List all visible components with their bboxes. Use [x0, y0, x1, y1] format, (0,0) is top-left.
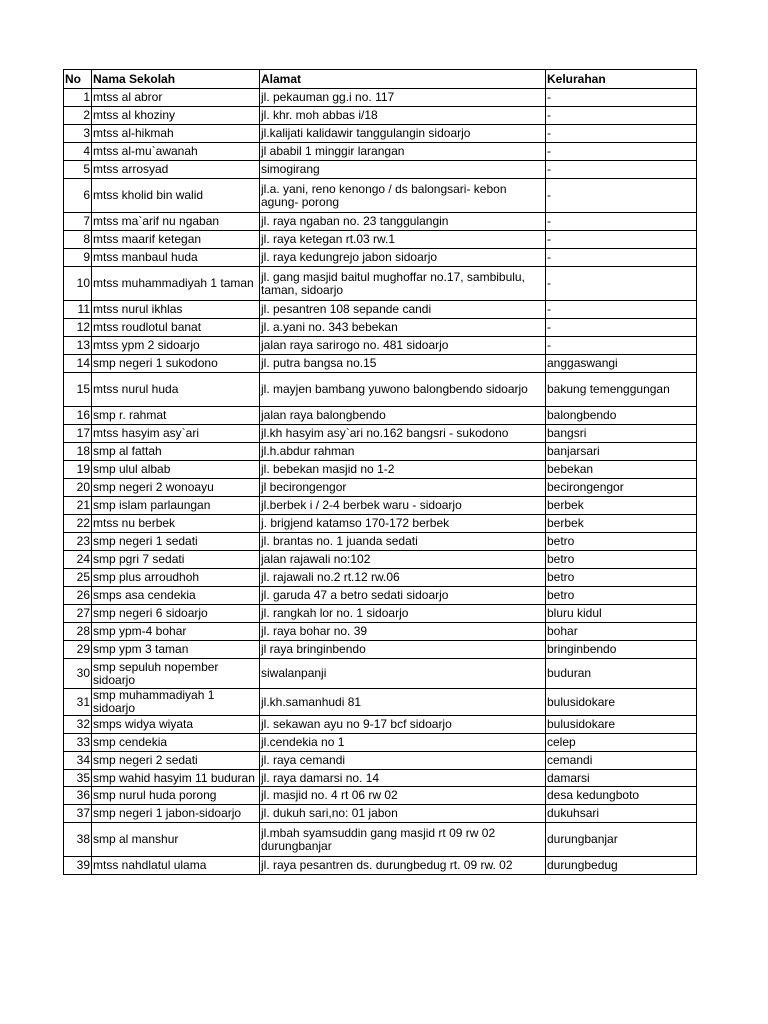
cell-nama-sekolah: smp nurul huda porong [92, 787, 260, 805]
cell-no: 20 [64, 479, 92, 497]
cell-kelurahan: betro [546, 533, 697, 551]
table-row [64, 125, 697, 143]
cell-kelurahan: - [546, 249, 697, 267]
table-row [64, 249, 697, 267]
cell-kelurahan: - [546, 301, 697, 319]
header-no: No [64, 70, 92, 89]
table-row [64, 689, 697, 716]
cell-alamat: jl. rajawali no.2 rt.12 rw.06 [260, 569, 546, 587]
table-row [64, 551, 697, 569]
cell-no: 8 [64, 231, 92, 249]
cell-nama-sekolah: smp ypm 3 taman [92, 641, 260, 659]
cell-nama-sekolah: mtss arrosyad [92, 161, 260, 179]
cell-no: 2 [64, 107, 92, 125]
cell-kelurahan: - [546, 125, 697, 143]
table-row [64, 515, 697, 533]
cell-alamat: jl becirongengor [260, 479, 546, 497]
cell-alamat: jl. garuda 47 a betro sedati sidoarjo [260, 587, 546, 605]
cell-alamat: jl. raya kedungrejo jabon sidoarjo [260, 249, 546, 267]
cell-nama-sekolah: mtss al abror [92, 89, 260, 107]
table-row [64, 355, 697, 373]
cell-nama-sekolah: mtss nurul huda [92, 373, 260, 407]
cell-alamat: jl. masjid no. 4 rt 06 rw 02 [260, 787, 546, 805]
cell-kelurahan: - [546, 337, 697, 355]
cell-alamat: jl. sekawan ayu no 9-17 bcf sidoarjo [260, 716, 546, 734]
cell-nama-sekolah: mtss muhammadiyah 1 taman [92, 267, 260, 301]
cell-no: 21 [64, 497, 92, 515]
cell-no: 30 [64, 659, 92, 689]
cell-kelurahan: anggaswangi [546, 355, 697, 373]
cell-kelurahan: berbek [546, 515, 697, 533]
header-nama-sekolah: Nama Sekolah [92, 70, 260, 89]
header-alamat: Alamat [260, 70, 546, 89]
cell-alamat: jl. raya ngaban no. 23 tanggulangin [260, 213, 546, 231]
cell-kelurahan: - [546, 89, 697, 107]
cell-nama-sekolah: smp negeri 2 sedati [92, 752, 260, 770]
cell-no: 32 [64, 716, 92, 734]
cell-nama-sekolah: mtss ma`arif nu ngaban [92, 213, 260, 231]
table-row [64, 605, 697, 623]
cell-kelurahan: durungbanjar [546, 823, 697, 857]
cell-alamat: jl.h.abdur rahman [260, 443, 546, 461]
table-row [64, 337, 697, 355]
cell-no: 24 [64, 551, 92, 569]
cell-nama-sekolah: mtss manbaul huda [92, 249, 260, 267]
cell-no: 10 [64, 267, 92, 301]
cell-no: 11 [64, 301, 92, 319]
cell-nama-sekolah: mtss hasyim asy`ari [92, 425, 260, 443]
cell-alamat: jl.kh.samanhudi 81 [260, 689, 546, 716]
cell-alamat: jl ababil 1 minggir larangan [260, 143, 546, 161]
table-row [64, 479, 697, 497]
table-row [64, 461, 697, 479]
table-row [64, 213, 697, 231]
cell-alamat: jl. raya damarsi no. 14 [260, 770, 546, 787]
cell-kelurahan: - [546, 213, 697, 231]
cell-no: 16 [64, 407, 92, 425]
cell-no: 33 [64, 734, 92, 752]
table-row [64, 373, 697, 407]
cell-nama-sekolah: mtss al-hikmah [92, 125, 260, 143]
header-kelurahan: Kelurahan [546, 70, 697, 89]
cell-alamat: jl.kh hasyim asy`ari no.162 bangsri - sukodono [260, 425, 546, 443]
table-row [64, 107, 697, 125]
cell-no: 12 [64, 319, 92, 337]
cell-alamat: simogirang [260, 161, 546, 179]
cell-kelurahan: buduran [546, 659, 697, 689]
cell-alamat: jalan raya balongbendo [260, 407, 546, 425]
cell-alamat: jl. raya pesantren ds. durungbedug rt. 09 rw. 02 [260, 857, 546, 875]
table-row [64, 407, 697, 425]
cell-no: 4 [64, 143, 92, 161]
cell-nama-sekolah: mtss al khoziny [92, 107, 260, 125]
cell-nama-sekolah: mtss roudlotul banat [92, 319, 260, 337]
cell-nama-sekolah: smps asa cendekia [92, 587, 260, 605]
cell-alamat: jl.kalijati kalidawir tanggulangin sidoarjo [260, 125, 546, 143]
cell-kelurahan: bluru kidul [546, 605, 697, 623]
cell-nama-sekolah: smp r. rahmat [92, 407, 260, 425]
cell-kelurahan: berbek [546, 497, 697, 515]
cell-no: 26 [64, 587, 92, 605]
cell-no: 5 [64, 161, 92, 179]
table-body [64, 89, 697, 875]
cell-nama-sekolah: smp islam parlaungan [92, 497, 260, 515]
table-row [64, 659, 697, 689]
cell-alamat: jl. raya bohar no. 39 [260, 623, 546, 641]
cell-no: 23 [64, 533, 92, 551]
cell-kelurahan: - [546, 179, 697, 213]
table-row [64, 89, 697, 107]
table-row [64, 752, 697, 770]
table-row [64, 805, 697, 823]
cell-kelurahan: - [546, 267, 697, 301]
cell-kelurahan: - [546, 231, 697, 249]
cell-no: 17 [64, 425, 92, 443]
cell-alamat: jl. a.yani no. 343 bebekan [260, 319, 546, 337]
cell-no: 1 [64, 89, 92, 107]
cell-kelurahan: - [546, 143, 697, 161]
table-row [64, 161, 697, 179]
cell-alamat: jl. gang masjid baitul mughoffar no.17, sambibulu, taman, sidoarjo [260, 267, 546, 301]
cell-nama-sekolah: smp negeri 1 jabon-sidoarjo [92, 805, 260, 823]
cell-no: 19 [64, 461, 92, 479]
cell-nama-sekolah: mtss maarif ketegan [92, 231, 260, 249]
cell-nama-sekolah: smp ulul albab [92, 461, 260, 479]
cell-kelurahan: desa kedungboto [546, 787, 697, 805]
table-row [64, 716, 697, 734]
cell-kelurahan: betro [546, 587, 697, 605]
cell-kelurahan: banjarsari [546, 443, 697, 461]
cell-no: 31 [64, 689, 92, 716]
cell-nama-sekolah: smp sepuluh nopember sidoarjo [92, 659, 260, 689]
cell-alamat: jl. pekauman gg.i no. 117 [260, 89, 546, 107]
cell-alamat: jl. khr. moh abbas i/18 [260, 107, 546, 125]
cell-alamat: jl. raya ketegan rt.03 rw.1 [260, 231, 546, 249]
cell-no: 28 [64, 623, 92, 641]
table-row [64, 823, 697, 857]
table-row [64, 569, 697, 587]
table-row [64, 319, 697, 337]
header-row [64, 70, 697, 89]
cell-no: 6 [64, 179, 92, 213]
table-row [64, 857, 697, 875]
cell-nama-sekolah: mtss ypm 2 sidoarjo [92, 337, 260, 355]
cell-kelurahan: - [546, 319, 697, 337]
cell-no: 34 [64, 752, 92, 770]
table-row [64, 497, 697, 515]
cell-nama-sekolah: smp negeri 1 sedati [92, 533, 260, 551]
cell-kelurahan: celep [546, 734, 697, 752]
cell-alamat: jalan rajawali no:102 [260, 551, 546, 569]
cell-no: 27 [64, 605, 92, 623]
cell-nama-sekolah: smp negeri 1 sukodono [92, 355, 260, 373]
table-row [64, 770, 697, 787]
cell-no: 37 [64, 805, 92, 823]
cell-alamat: j. brigjend katamso 170-172 berbek [260, 515, 546, 533]
cell-nama-sekolah: smp pgri 7 sedati [92, 551, 260, 569]
cell-nama-sekolah: mtss nu berbek [92, 515, 260, 533]
table-row [64, 734, 697, 752]
cell-nama-sekolah: mtss kholid bin walid [92, 179, 260, 213]
cell-alamat: jl.a. yani, reno kenongo / ds balongsari- kebon agung- porong [260, 179, 546, 213]
table-row [64, 301, 697, 319]
cell-kelurahan: bohar [546, 623, 697, 641]
cell-no: 13 [64, 337, 92, 355]
cell-nama-sekolah: smp al manshur [92, 823, 260, 857]
cell-nama-sekolah: mtss al-mu`awanah [92, 143, 260, 161]
cell-no: 7 [64, 213, 92, 231]
cell-kelurahan: betro [546, 551, 697, 569]
cell-kelurahan: damarsi [546, 770, 697, 787]
cell-alamat: jl. dukuh sari,no: 01 jabon [260, 805, 546, 823]
cell-kelurahan: bulusidokare [546, 689, 697, 716]
cell-alamat: jl raya bringinbendo [260, 641, 546, 659]
table-row [64, 267, 697, 301]
table-row [64, 533, 697, 551]
table-row [64, 231, 697, 249]
cell-no: 36 [64, 787, 92, 805]
cell-nama-sekolah: smp al fattah [92, 443, 260, 461]
table-row [64, 587, 697, 605]
cell-kelurahan: bangsri [546, 425, 697, 443]
cell-nama-sekolah: mtss nurul ikhlas [92, 301, 260, 319]
cell-alamat: jl.cendekia no 1 [260, 734, 546, 752]
cell-kelurahan: bulusidokare [546, 716, 697, 734]
cell-nama-sekolah: smp muhammadiyah 1 sidoarjo [92, 689, 260, 716]
cell-kelurahan: - [546, 107, 697, 125]
cell-kelurahan: - [546, 161, 697, 179]
cell-alamat: jl. raya cemandi [260, 752, 546, 770]
cell-kelurahan: cemandi [546, 752, 697, 770]
cell-kelurahan: balongbendo [546, 407, 697, 425]
cell-alamat: jl. bebekan masjid no 1-2 [260, 461, 546, 479]
cell-kelurahan: betro [546, 569, 697, 587]
cell-alamat: siwalanpanji [260, 659, 546, 689]
cell-alamat: jl.mbah syamsuddin gang masjid rt 09 rw 02 durungbanjar [260, 823, 546, 857]
cell-nama-sekolah: smp ypm-4 bohar [92, 623, 260, 641]
cell-alamat: jl. rangkah lor no. 1 sidoarjo [260, 605, 546, 623]
cell-no: 9 [64, 249, 92, 267]
cell-no: 38 [64, 823, 92, 857]
cell-kelurahan: bebekan [546, 461, 697, 479]
cell-alamat: jl. mayjen bambang yuwono balongbendo sidoarjo [260, 373, 546, 407]
cell-kelurahan: becirongengor [546, 479, 697, 497]
cell-no: 39 [64, 857, 92, 875]
cell-no: 15 [64, 373, 92, 407]
cell-alamat: jl. putra bangsa no.15 [260, 355, 546, 373]
table-row [64, 641, 697, 659]
cell-kelurahan: durungbedug [546, 857, 697, 875]
table-row [64, 787, 697, 805]
cell-nama-sekolah: smp negeri 6 sidoarjo [92, 605, 260, 623]
school-table [63, 69, 697, 875]
cell-kelurahan: bakung temenggungan [546, 373, 697, 407]
cell-nama-sekolah: smp cendekia [92, 734, 260, 752]
cell-no: 35 [64, 770, 92, 787]
table-row [64, 143, 697, 161]
cell-alamat: jalan raya sarirogo no. 481 sidoarjo [260, 337, 546, 355]
cell-nama-sekolah: smp plus arroudhoh [92, 569, 260, 587]
cell-alamat: jl. pesantren 108 sepande candi [260, 301, 546, 319]
cell-nama-sekolah: smp wahid hasyim 11 buduran [92, 770, 260, 787]
cell-kelurahan: dukuhsari [546, 805, 697, 823]
cell-no: 29 [64, 641, 92, 659]
cell-nama-sekolah: smp negeri 2 wonoayu [92, 479, 260, 497]
cell-no: 18 [64, 443, 92, 461]
cell-alamat: jl. brantas no. 1 juanda sedati [260, 533, 546, 551]
table-row [64, 179, 697, 213]
cell-kelurahan: bringinbendo [546, 641, 697, 659]
table-row [64, 443, 697, 461]
table-row [64, 425, 697, 443]
cell-no: 22 [64, 515, 92, 533]
cell-nama-sekolah: smps widya wiyata [92, 716, 260, 734]
cell-no: 3 [64, 125, 92, 143]
table-row [64, 623, 697, 641]
cell-nama-sekolah: mtss nahdlatul ulama [92, 857, 260, 875]
cell-no: 14 [64, 355, 92, 373]
cell-no: 25 [64, 569, 92, 587]
cell-alamat: jl.berbek i / 2-4 berbek waru - sidoarjo [260, 497, 546, 515]
